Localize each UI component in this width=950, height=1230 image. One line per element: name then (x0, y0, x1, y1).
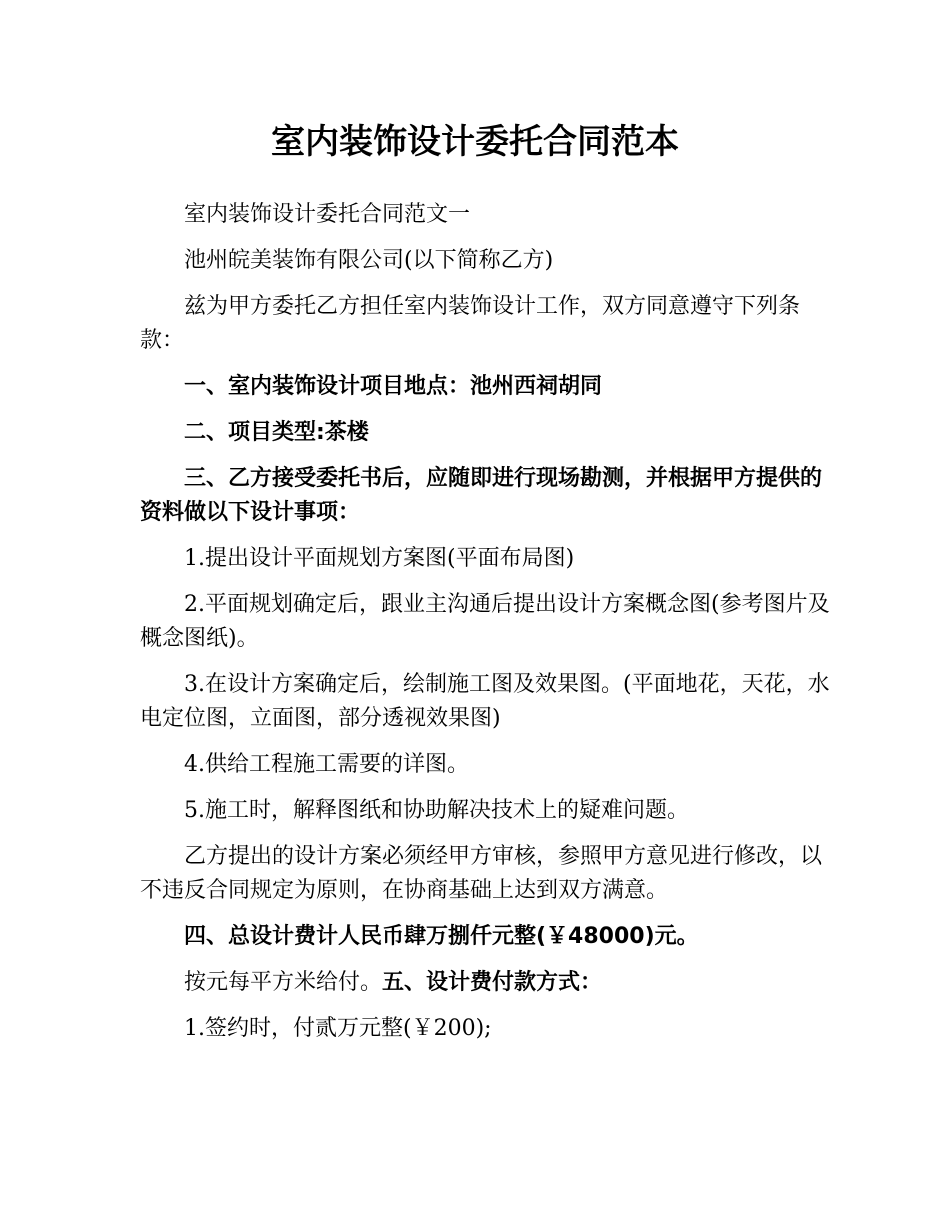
document-body (140, 198, 830, 1058)
design-item-3: 3.在设计方案确定后，绘制施工图及效果图。(平面地花，天花，水电定位图，立面图，部分透视效果图) (140, 672, 830, 731)
document-title: 室内装饰设计委托合同范本 (271, 122, 679, 162)
paragraph-intro: 兹为甲方委托乙方担任室内装饰设计工作，双方同意遵守下列条款： (140, 294, 801, 353)
paragraph-review: 乙方提出的设计方案必须经甲方审核，参照甲方意见进行修改，以不违反合同规定为原则，在协商基础上达到双方满意。 (140, 844, 823, 903)
design-item-2: 2.平面规划确定后，跟业主沟通后提出设计方案概念图(参考图片及概念图纸)。 (140, 592, 830, 651)
design-item-4: 4.供给工程施工需要的详图。 (184, 752, 469, 777)
payment-item-1: 1.签约时，付贰万元整(￥200); (184, 1016, 492, 1041)
paragraph-subtitle: 室内装饰设计委托合同范文一 (184, 202, 471, 227)
clause-2-type: 二、项目类型:茶楼 (184, 420, 369, 445)
design-item-1: 1.提出设计平面规划方案图(平面布局图) (184, 546, 575, 571)
clause-3-design-items: 三、乙方接受委托书后，应随即进行现场勘测，并根据甲方提供的资料做以下设计事项： (140, 466, 823, 525)
paragraph-payment-rate (140, 966, 830, 1000)
design-item-5: 5.施工时，解释图纸和协助解决技术上的疑难问题。 (184, 798, 689, 823)
payment-rate-text: 按元每平方米给付。 (184, 970, 383, 995)
clause-5-payment-method: 五、设计费付款方式： (382, 970, 603, 995)
clause-1-location: 一、室内装饰设计项目地点：池州西祠胡同 (184, 374, 603, 399)
paragraph-party-b: 池州皖美装饰有限公司(以下简称乙方) (184, 248, 554, 273)
clause-4-total-fee: 四、总设计费计人民币肆万捌仟元整(￥48000)元。 (184, 924, 699, 949)
